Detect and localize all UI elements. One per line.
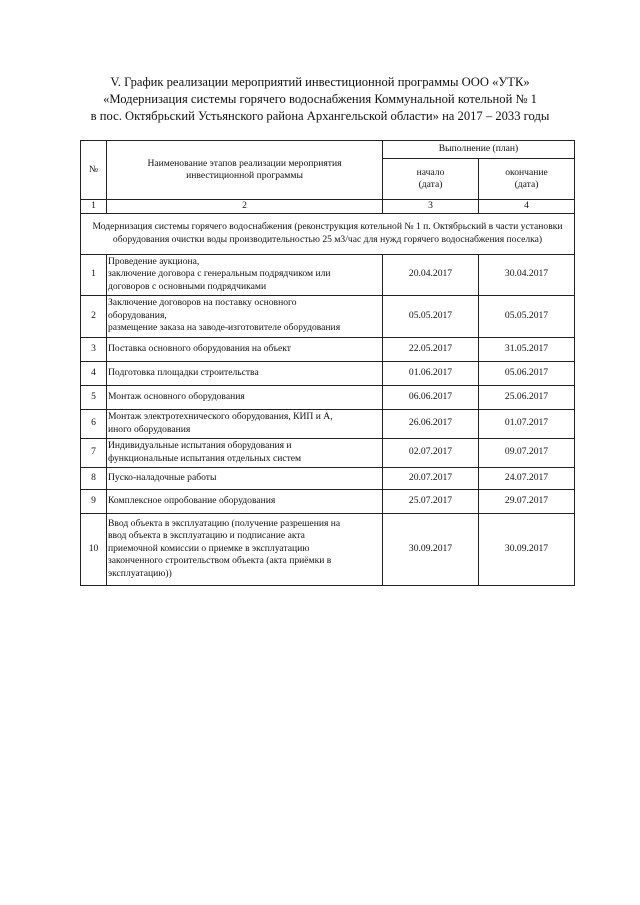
- header-start-date: начало (дата): [383, 159, 479, 200]
- table-row: [81, 254, 575, 295]
- column-number: 2: [107, 200, 383, 214]
- end-date: 01.07.2017: [479, 409, 575, 438]
- row-number: 10: [81, 513, 107, 585]
- start-date: 05.05.2017: [383, 295, 479, 337]
- start-date: 30.09.2017: [383, 513, 479, 585]
- title-line-1: V. График реализации мероприятий инвестиционной программы ООО «УТК»: [110, 75, 530, 89]
- header-number: №: [81, 141, 107, 200]
- start-date: 20.04.2017: [383, 254, 479, 295]
- stage-name: Проведение аукциона, заключение договора с генеральным подрядчиком или договоров с основными подрядчиками: [107, 254, 383, 295]
- stage-name: Поставка основного оборудования на объект: [107, 337, 383, 361]
- table-row: [81, 409, 575, 438]
- end-date: 05.05.2017: [479, 295, 575, 337]
- end-date: 30.04.2017: [479, 254, 575, 295]
- start-date: 20.07.2017: [383, 467, 479, 489]
- start-date: 26.06.2017: [383, 409, 479, 438]
- table-row: [81, 337, 575, 361]
- table-row: [81, 385, 575, 409]
- document-title: [60, 74, 580, 125]
- row-number: 4: [81, 361, 107, 385]
- row-number: 1: [81, 254, 107, 295]
- table-row: [81, 513, 575, 585]
- start-date: 06.06.2017: [383, 385, 479, 409]
- row-number: 7: [81, 438, 107, 467]
- end-date: 05.06.2017: [479, 361, 575, 385]
- end-date: 29.07.2017: [479, 489, 575, 513]
- stage-name: Ввод объекта в эксплуатацию (получение разрешения на ввод объекта в эксплуатацию и подписание акта приемочной комиссии о приемке в эксплуатацию законченного строительством объекта (акта приёмки в эксплуатацию)): [107, 513, 383, 585]
- end-date: 31.05.2017: [479, 337, 575, 361]
- column-number: 4: [479, 200, 575, 214]
- column-number: 1: [81, 200, 107, 214]
- stage-name: Комплексное опробование оборудования: [107, 489, 383, 513]
- column-numbers-row: [81, 200, 575, 214]
- stage-name: Монтаж электротехнического оборудования, КИП и А, иного оборудования: [107, 409, 383, 438]
- schedule-table: [80, 140, 575, 586]
- end-date: 09.07.2017: [479, 438, 575, 467]
- row-number: 5: [81, 385, 107, 409]
- table-row: [81, 489, 575, 513]
- stage-name: Пуско-наладочные работы: [107, 467, 383, 489]
- header-stage-name: Наименование этапов реализации мероприятия инвестиционной программы: [107, 141, 383, 200]
- section-title: Модернизация системы горячего водоснабжения (реконструкция котельной № 1 п. Октябрьский в части установки оборудования очистки воды производительностью 25 м3/час для нужд горячего водоснабжения поселка): [81, 213, 575, 254]
- table-row: [81, 467, 575, 489]
- stage-name: Индивидуальные испытания оборудования и функциональные испытания отдельных систем: [107, 438, 383, 467]
- end-date: 24.07.2017: [479, 467, 575, 489]
- stage-name: Заключение договоров на поставку основного оборудования, размещение заказа на заводе-изготовителе оборудования: [107, 295, 383, 337]
- row-number: 6: [81, 409, 107, 438]
- start-date: 01.06.2017: [383, 361, 479, 385]
- end-date: 30.09.2017: [479, 513, 575, 585]
- start-date: 02.07.2017: [383, 438, 479, 467]
- row-number: 2: [81, 295, 107, 337]
- title-line-2: «Модернизация системы горячего водоснабжения Коммунальной котельной № 1: [103, 92, 537, 106]
- stage-name: Монтаж основного оборудования: [107, 385, 383, 409]
- table-row: [81, 438, 575, 467]
- row-number: 8: [81, 467, 107, 489]
- end-date: 25.06.2017: [479, 385, 575, 409]
- row-number: 9: [81, 489, 107, 513]
- table-row: [81, 361, 575, 385]
- start-date: 25.07.2017: [383, 489, 479, 513]
- start-date: 22.05.2017: [383, 337, 479, 361]
- column-number: 3: [383, 200, 479, 214]
- header-execution: Выполнение (план): [383, 141, 575, 159]
- table-row: [81, 295, 575, 337]
- title-line-3: в пос. Октябрьский Устьянского района Архангельской области» на 2017 – 2033 годы: [90, 109, 550, 123]
- stage-name: Подготовка площадки строительства: [107, 361, 383, 385]
- row-number: 3: [81, 337, 107, 361]
- header-end-date: окончание (дата): [479, 159, 575, 200]
